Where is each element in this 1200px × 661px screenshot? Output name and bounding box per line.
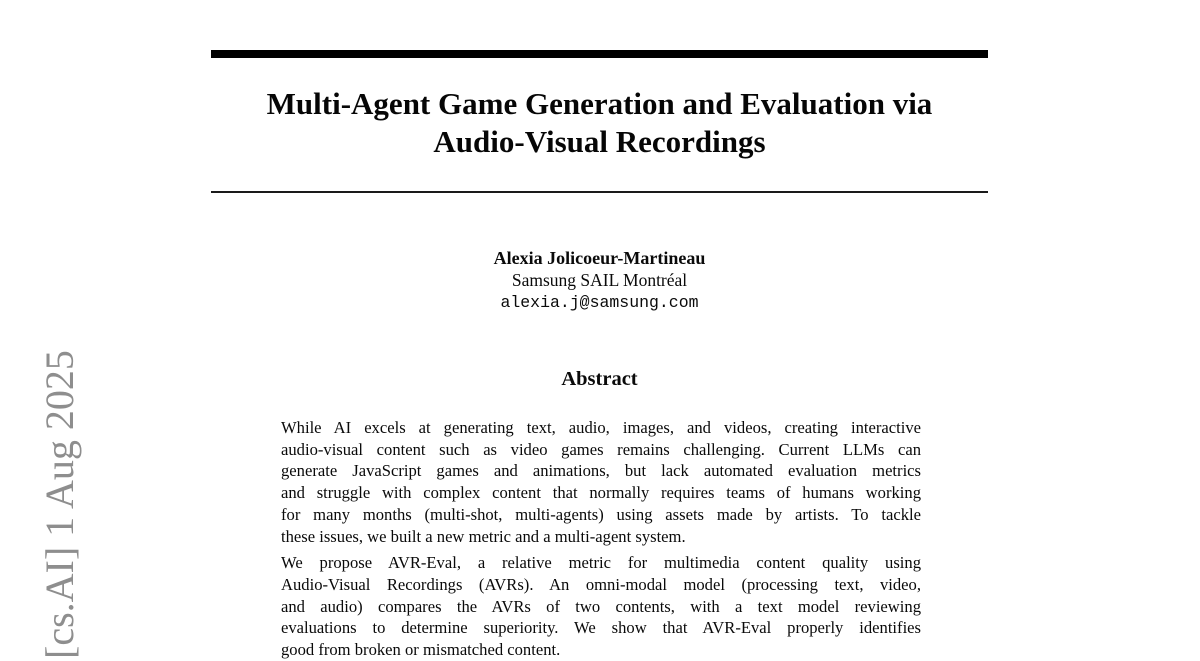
abstract-line: and struggle with complex content that normally requires teams of humans working bbox=[281, 483, 921, 503]
abstract-body bbox=[281, 417, 921, 661]
abstract-line: Audio-Visual Recordings (AVRs). An omni-modal model (processing text, video, bbox=[281, 574, 921, 594]
abstract-line: audio-visual content such as video games remains challenging. Current LLMs can bbox=[281, 439, 921, 459]
title-rule-top bbox=[211, 50, 988, 58]
abstract-line: generate JavaScript games and animations, but lack automated evaluation metrics bbox=[281, 461, 921, 481]
abstract-line: While AI excels at generating text, audio, images, and videos, creating interactive bbox=[281, 418, 921, 437]
abstract-paragraph-1 bbox=[281, 417, 921, 547]
abstract-line: evaluations to determine superiority. We show that AVR-Eval properly identifies bbox=[281, 618, 921, 638]
title-rule-bottom bbox=[211, 191, 988, 193]
abstract-line: good from broken or mismatched content. bbox=[281, 640, 561, 660]
abstract-paragraph-2 bbox=[281, 552, 921, 661]
abstract-heading: Abstract bbox=[561, 368, 638, 390]
paper-title-line-2: Audio-Visual Recordings bbox=[433, 124, 766, 159]
author-block bbox=[211, 247, 988, 314]
abstract-line: and audio) compares the AVRs of two contents, with a text model reviewing bbox=[281, 596, 921, 616]
abstract-line: for many months (multi-shot, multi-agents) using assets made by artists. To tackle bbox=[281, 504, 921, 524]
abstract-line: We propose AVR-Eval, a relative metric for multimedia content quality using bbox=[281, 553, 921, 573]
paper-title-line-1: Multi-Agent Game Generation and Evaluation via bbox=[266, 86, 933, 121]
author-affiliation: Samsung SAIL Montréal bbox=[511, 270, 688, 290]
abstract-line: these issues, we built a new metric and a multi-agent system. bbox=[281, 526, 686, 546]
author-name: Alexia Jolicoeur-Martineau bbox=[493, 248, 706, 268]
arxiv-stamp-text: [cs.AI] 1 Aug 2025 bbox=[37, 350, 82, 659]
paper-title bbox=[211, 85, 988, 161]
author-email: alexia.j@samsung.com bbox=[500, 293, 699, 312]
